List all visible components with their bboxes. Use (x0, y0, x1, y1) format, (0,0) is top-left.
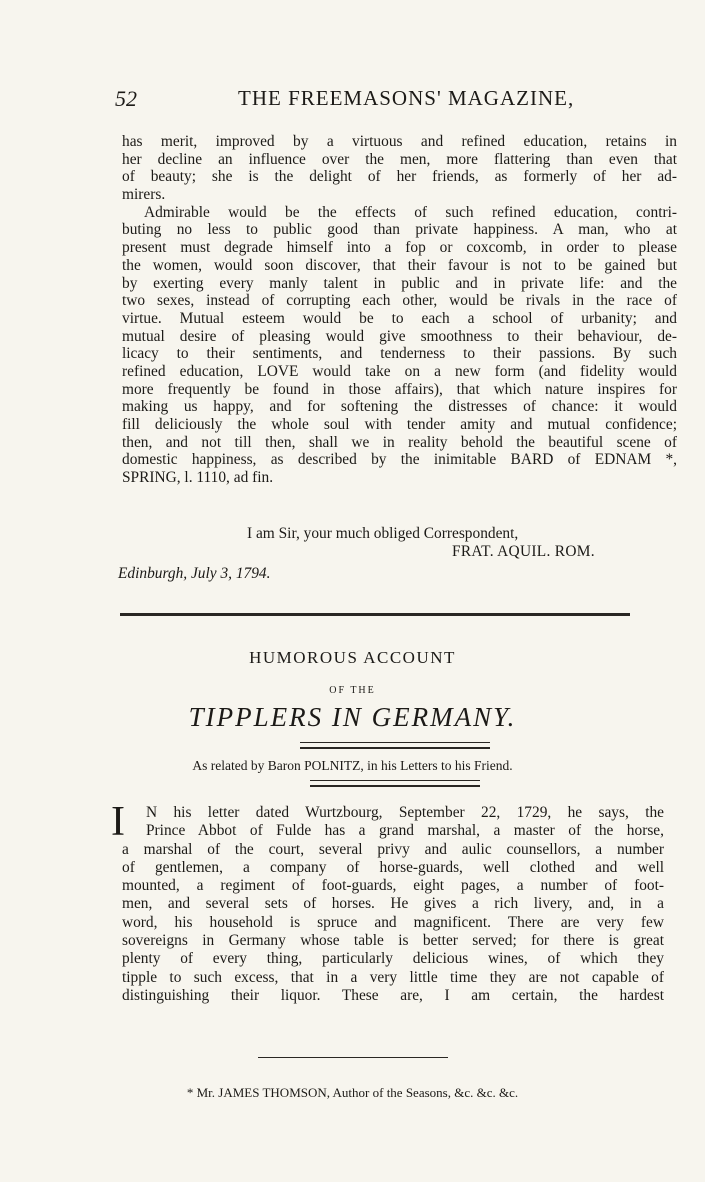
article-line: plenty of every thing, particularly delicious wines, of which they (122, 950, 664, 968)
letter-line: present must degrade himself into a fop or coxcomb, in order to please (122, 239, 677, 257)
article-line: of gentlemen, a company of horse-guards, well clothed and well (122, 858, 664, 876)
title-ornament-rule (300, 742, 490, 749)
subheading-ornament-rule (310, 780, 480, 787)
article-subheading: As related by Baron POLNITZ, in his Letters to his Friend. (192, 758, 513, 773)
letter-line: has merit, improved by a virtuous and refined education, retains in (122, 133, 677, 150)
letter-line: making us happy, and for softening the distresses of chance: it would (122, 398, 677, 416)
letter-dateline: Edinburgh, July 3, 1794. (118, 565, 271, 582)
letter-line: by exerting every manly talent in public and in private life: and the (122, 274, 677, 292)
article-line: word, his household is spruce and magnificent. There are very few (122, 913, 664, 931)
journal-title: THE FREEMASONS' MAGAZINE, (238, 86, 575, 110)
letter-line: SPRING, l. 1110, ad fin. (122, 469, 274, 487)
article-line: N his letter dated Wurtzbourg, September 22, 1729, he says, the (146, 804, 664, 821)
article-body (122, 804, 664, 1005)
article-title: TIPPLERS IN GERMANY. (188, 702, 517, 732)
letter-line: of beauty; she is the delight of her friends, as formerly of her ad- (122, 168, 677, 186)
article-line: mounted, a regiment of foot-guards, eight pages, a number of foot- (122, 877, 664, 895)
letter-line: then, and not till then, shall we in reality behold the beautiful scene of (122, 433, 677, 451)
letter-line: refined education, LOVE would take on a new form (and fidelity would (122, 362, 677, 380)
letter-line: domestic happiness, as described by the inimitable BARD of EDNAM *, (122, 451, 677, 469)
letter-body (122, 133, 677, 487)
letter-signature: FRAT. AQUIL. ROM. (452, 543, 595, 560)
footnote-rule (258, 1057, 448, 1058)
article-line: a marshal of the court, several privy and aulic counsellors, a number (122, 840, 664, 858)
footnote: * Mr. JAMES THOMSON, Author of the Seasons, &c. &c. &c. (186, 1085, 519, 1100)
letter-line: virtue. Mutual esteem would be to each a school of urbanity; and (122, 309, 677, 327)
letter-line: the women, would soon discover, that their favour is not to be gained but (122, 256, 677, 274)
article-line: men, and several sets of horses. He gives a rich livery, and, in a (122, 895, 664, 913)
drop-cap: I (111, 799, 125, 845)
letter-line: licacy to their sentiments, and tenderness to their passions. By such (122, 345, 677, 363)
article-line: Prince Abbot of Fulde has a grand marshal, a master of the horse, (146, 822, 664, 840)
article-line: tipple to such excess, that in a very little time they are not capable of (122, 968, 664, 986)
letter-line: buting no less to public good than private happiness. A man, who at (122, 221, 677, 239)
letter-signoff: I am Sir, your much obliged Correspondent, (247, 525, 519, 542)
section-divider (120, 613, 630, 616)
letter-line: two sexes, instead of corrupting each other, would be rivals in the race of (122, 292, 677, 310)
letter-line: Admirable would be the effects of such refined education, contri- (144, 203, 677, 221)
page-number: 52 (115, 86, 137, 111)
letter-line: mutual desire of pleasing would give smoothness to their behaviour, de- (122, 327, 677, 345)
article-line: sovereigns in Germany whose table is better served; for there is great (122, 932, 664, 950)
letter-line: more frequently be found in those affairs), that which nature inspires for (122, 380, 677, 398)
article-line: distinguishing their liquor. These are, I am certain, the hardest (122, 986, 664, 1004)
letter-line: fill deliciously the whole soul with tender amity and mutual confidence; (122, 416, 677, 433)
letter-line: mirers. (122, 186, 166, 204)
article-heading-connector: OF THE (329, 685, 376, 696)
article-heading: HUMOROUS ACCOUNT (249, 648, 456, 667)
running-head (115, 86, 675, 116)
letter-line: her decline an influence over the men, more flattering than even that (122, 150, 677, 168)
